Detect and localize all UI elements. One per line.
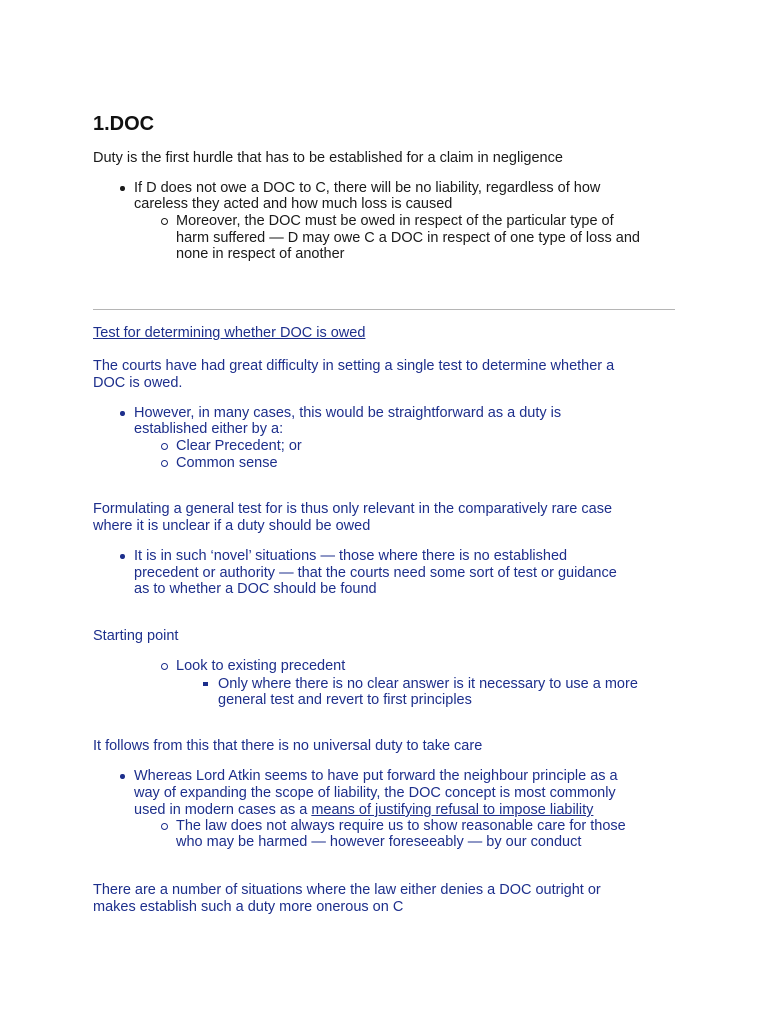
sub-bullet-item: Moreover, the DOC must be owed in respect of the particular type of	[176, 213, 614, 229]
bullet-item-continued: precedent or authority — that the courts need some sort of test or guidance	[134, 565, 617, 581]
sub-sub-bullet-item: Only where there is no clear answer is it necessary to use a more	[218, 676, 638, 692]
test-heading: Test for determining whether DOC is owed	[93, 325, 366, 341]
sub-sub-bullet-item-continued: general test and revert to first principles	[218, 692, 472, 708]
bullet-item: Whereas Lord Atkin seems to have put forward the neighbour principle as a	[134, 768, 618, 784]
bullet-item-continued: way of expanding the scope of liability, the DOC concept is most commonly	[134, 785, 616, 801]
underlined-phrase: means of justifying refusal to impose liability	[311, 802, 594, 818]
sub-bullet-item: Look to existing precedent	[176, 658, 346, 674]
sub-bullet-item: The law does not always require us to show reasonable care for those	[176, 818, 626, 834]
paragraph-continued: DOC is owed.	[93, 375, 183, 391]
paragraph-continued: where it is unclear if a duty should be owed	[93, 518, 371, 534]
horizontal-divider	[93, 309, 675, 310]
bullet-item-continued	[134, 802, 593, 819]
paragraph: There are a number of situations where the law either denies a DOC outright or	[93, 882, 601, 898]
bullet-item-continued: as to whether a DOC should be found	[134, 581, 377, 597]
paragraph: It follows from this that there is no universal duty to take care	[93, 738, 483, 754]
intro-paragraph: Duty is the first hurdle that has to be established for a claim in negligence	[93, 150, 563, 166]
sub-bullet-item-continued: harm suffered — D may owe C a DOC in respect of one type of loss and	[176, 230, 640, 246]
section-heading: 1.DOC	[93, 113, 155, 135]
paragraph: Formulating a general test for is thus only relevant in the comparatively rare case	[93, 501, 613, 517]
bullet-item: However, in many cases, this would be straightforward as a duty is	[134, 405, 562, 421]
bullet-item-continued: careless they acted and how much loss is caused	[134, 196, 453, 212]
sub-bullet-item-continued: who may be harmed — however foreseeably — by our conduct	[176, 834, 582, 850]
sub-bullet-item-continued: none in respect of another	[176, 246, 345, 262]
bullet-item: If D does not owe a DOC to C, there will be no liability, regardless of how	[134, 180, 601, 196]
bullet-item-continued: established either by a:	[134, 421, 284, 437]
sub-bullet-item: Clear Precedent; or	[176, 438, 302, 454]
sub-bullet-item: Common sense	[176, 455, 278, 471]
bullet-text: used in modern cases as a	[134, 802, 312, 818]
bullet-item: It is in such ‘novel’ situations — those where there is no established	[134, 548, 568, 564]
subheading: Starting point	[93, 628, 179, 644]
paragraph-continued: makes establish such a duty more onerous on C	[93, 899, 404, 915]
paragraph: The courts have had great difficulty in setting a single test to determine whether a	[93, 358, 615, 374]
